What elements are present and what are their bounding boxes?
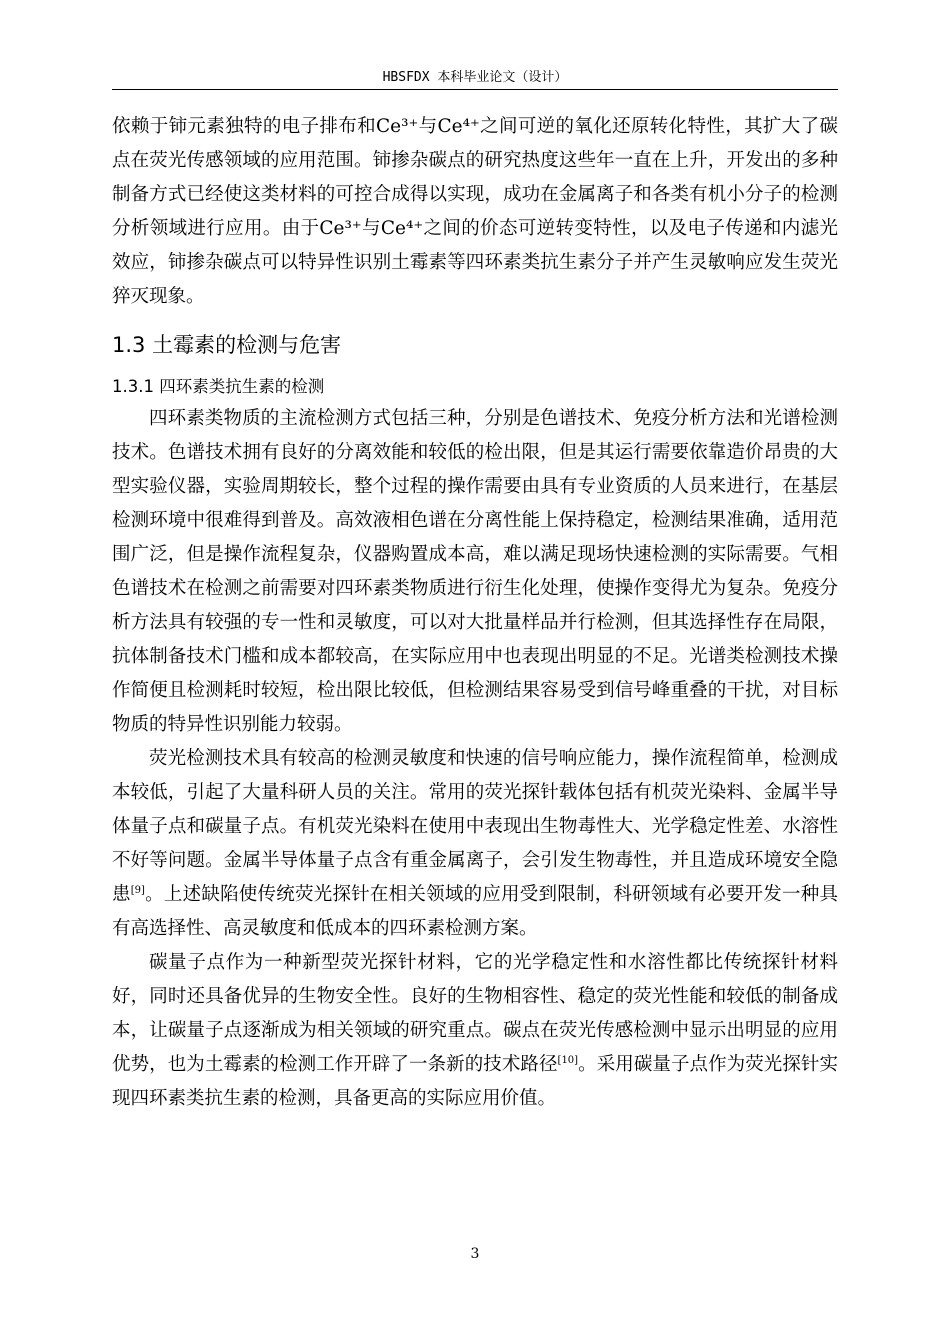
running-header: HBSFDX 本科毕业论文（设计） xyxy=(382,70,568,85)
paragraph-carbon-dots xyxy=(112,946,838,1116)
section-heading-1-3: 1.3 土霉素的检测与危害 xyxy=(112,333,342,357)
paragraph-text: 碳量子点作为一种新型荧光探针材料，它的光学稳定性和水溶性都比传统探针材料好，同时还具备优异的生物安全性。良好的生物相容性、稳定的荧光性能和较低的制备成本，让碳量子点逐渐成为相关领域的研究重点。碳点在荧光传感检测中显示出明显的应用优势，也为土霉素的检测工作开辟了一条新的技术路径 xyxy=(112,952,838,1075)
paragraph-detection-methods: 四环素类物质的主流检测方式包括三种，分别是色谱技术、免疫分析方法和光谱检测技术。色谱技术拥有良好的分离效能和较低的检出限，但是其运行需要依靠造价昂贵的大型实验仪器，实验周期较长，整个过程的操作需要由具有专业资质的人员来进行，在基层检测环境中很难得到普及。高效液相色谱在分离性能上保持稳定，检测结果准确，适用范围广泛，但是操作流程复杂，仪器购置成本高，难以满足现场快速检测的实际需要。气相色谱技术在检测之前需要对四环素类物质进行衍生化处理，使操作变得尤为复杂。免疫分析方法具有较强的专一性和灵敏度，可以对大批量样品并行检测，但其选择性存在局限，抗体制备技术门槛和成本都较高，在实际应用中也表现出明显的不足。光谱类检测技术操作简便且检测耗时较短，检出限比较低，但检测结果容易受到信号峰重叠的干扰，对目标物质的特异性识别能力较弱。 xyxy=(112,408,838,735)
paragraph-cerium-doping: 依赖于铈元素独特的电子排布和Ce³⁺与Ce⁴⁺之间可逆的氧化还原转化特性，其扩大了碳点在荧光传感领域的应用范围。铈掺杂碳点的研究热度这些年一直在上升，开发出的多种制备方式已经使这类材料的可控合成得以实现，成功在金属离子和各类有机小分子的检测分析领域进行应用。由于Ce³⁺与Ce⁴⁺之间的价态可逆转变特性，以及电子传递和内滤光效应，铈掺杂碳点可以特异性识别土霉素等四环素类抗生素分子并产生灵敏响应发生荧光猝灭现象。 xyxy=(112,116,838,307)
paragraph-fluorescence-detection xyxy=(112,742,838,946)
paragraph-text: 。采用碳量子点作为荧光探针实现四环素类抗生素的检测，具备更高的实际应用价值。 xyxy=(112,1054,838,1109)
page-number: 3 xyxy=(470,1246,480,1262)
citation-ref: [9] xyxy=(130,884,145,896)
citation-ref: [10] xyxy=(557,1054,579,1066)
paragraph-text: 。上述缺陷使传统荧光探针在相关领域的应用受到限制，科研领域有必要开发一种具有高选择性、高灵敏度和低成本的四环素检测方案。 xyxy=(112,884,838,939)
header-rule xyxy=(112,89,838,90)
paragraph-text: 荧光检测技术具有较高的检测灵敏度和快速的信号响应能力，操作流程简单，检测成本较低，引起了大量科研人员的关注。常用的荧光探针载体包括有机荧光染料、金属半导体量子点和碳量子点。有机荧光染料在使用中表现出生物毒性大、光学稳定性差、水溶性不好等问题。金属半导体量子点含有重金属离子，会引发生物毒性，并且造成环境安全隐患 xyxy=(112,748,838,905)
body-content xyxy=(112,110,838,1116)
subsection-heading-1-3-1: 1.3.1 四环素类抗生素的检测 xyxy=(112,377,325,396)
